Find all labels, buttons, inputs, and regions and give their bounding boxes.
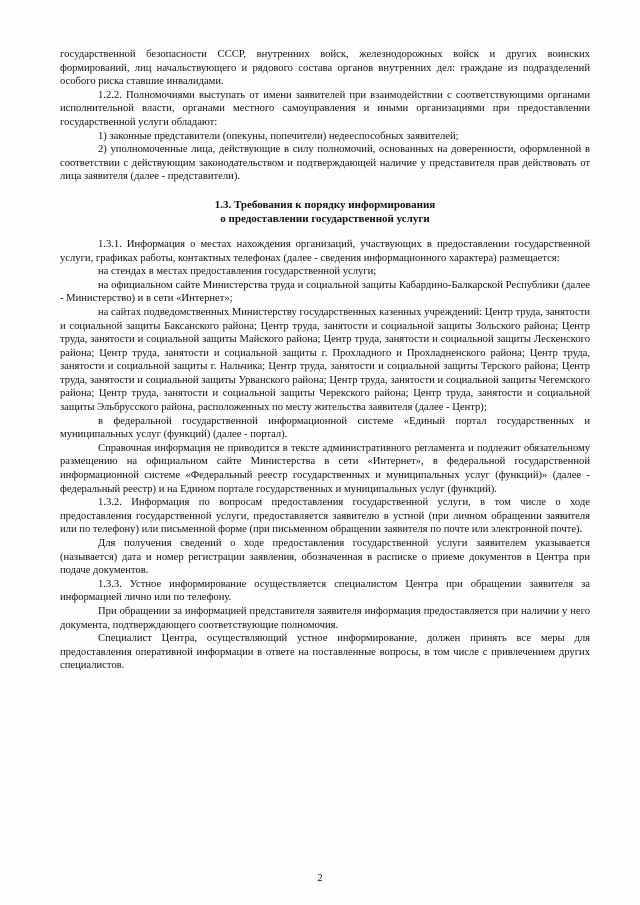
paragraph: 1.3.3. Устное информирование осуществляется специалистом Центра при обращении заявителя за информацией лично или по телефону. (60, 578, 590, 604)
document-body (60, 48, 590, 673)
paragraph: Справочная информация не приводится в тексте административного регламента и подлежит обязательному размещению на официальном сайте Министерства в сети «Интернет», в федеральной государственной информационной системе «Федеральный реестр государственных и муниципальных услуг (функций)» (далее - федеральный реестр) и на Едином портале государственных и муниципальных услуг (функций). (60, 442, 590, 495)
paragraph: Специалист Центра, осуществляющий устное информирование, должен принять все меры для предоставления оперативной информации в ответе на поставленные вопросы, в том числе с привлечением других специалистов. (60, 633, 590, 672)
paragraph: на официальном сайте Министерства труда и социальной защиты Кабардино-Балкарской Республики (далее - Министерство) и в сети «Интернет»; (60, 279, 590, 305)
paragraph: государственной безопасности СССР, внутренних войск, железнодорожных войск и других воинских формирований, лиц начальствующего и рядового состава органов внутренних дел: граждане из подразделений особого риска ставшие инвалидами. (60, 49, 590, 88)
paragraph: При обращении за информацией представителя заявителя информация предоставляется при наличии у него документа, подтверждающего соответствующие полномочия. (60, 605, 590, 631)
paragraph: 1) законные представители (опекуны, попечители) недееспособных заявителей; (98, 130, 459, 142)
section-heading (60, 198, 590, 227)
section-heading-line: 1.3. Требования к порядку информирования (214, 198, 436, 211)
paragraph: Для получения сведений о ходе предоставления государственной услуги заявителем указывается (называется) дата и номер регистрации заявления, обозначенная в расписке о приеме документов в Центра при подаче документов. (60, 538, 590, 577)
paragraph: 1.3.1. Информация о местах нахождения организаций, участвующих в предоставлении государственной услуги, графиках работы, контактных телефонах (далее - сведения информационного характера) размещается: (60, 238, 590, 264)
paragraph: 1.2.2. Полномочиями выступать от имени заявителей при взаимодействии с соответствующими органами исполнительной власти, органами местного самоуправления и иными организациями при предоставлении государственной услуги обладают: (60, 89, 590, 128)
section-heading-line: о предоставлении государственной услуги (220, 213, 430, 226)
page-number: 2 (317, 872, 323, 884)
paragraph: на стендах в местах предоставления государственной услуги; (98, 266, 377, 278)
paragraph: в федеральной государственной информационной системе «Единый портал государственных и муниципальных услуг (функций) (далее - портал). (60, 415, 590, 441)
paragraph: 2) уполномоченные лица, действующие в силу полномочий, основанных на доверенности, оформленной в соответствии с действующим законодательством и подтверждающей наличие у представителя прав действовать от лица заявителя (далее - представители). (60, 144, 590, 183)
paragraph: на сайтах подведомственных Министерству государственных казенных учреждений: Центр труда, занятости и социальной защиты Баксанского района; Центр труда, занятости и социальной защиты Зольского района; Центр труда, занятости и социальной защиты Майского района; Центр труда, занятости и социальной защиты Лескенского района; Центр труда, занятости и социальной защиты г. Прохладного и Прохладненского района; Центр труда, занятости и социальной защиты г. Нальчика; Центр труда, занятости и социальной защиты Терского района; Центр труда, занятости и социальной защиты Урванского района; Центр труда, занятости и социальной защиты Чегемского района; Центр труда, занятости и социальной защиты Черекского района; Центр труда, занятости и социальной защиты Эльбрусского района, расположенных по месту жительства заявителя (далее - Центр); (60, 306, 590, 414)
paragraph: 1.3.2. Информация по вопросам предоставления государственной услуги, в том числе о ходе предоставления государственной услуги, предоставляется заявителю в устной (при личном обращении заявителя или по телефону) или письменной форме (при письменном обращении заявителя по почте или электронной почте). (60, 497, 590, 536)
